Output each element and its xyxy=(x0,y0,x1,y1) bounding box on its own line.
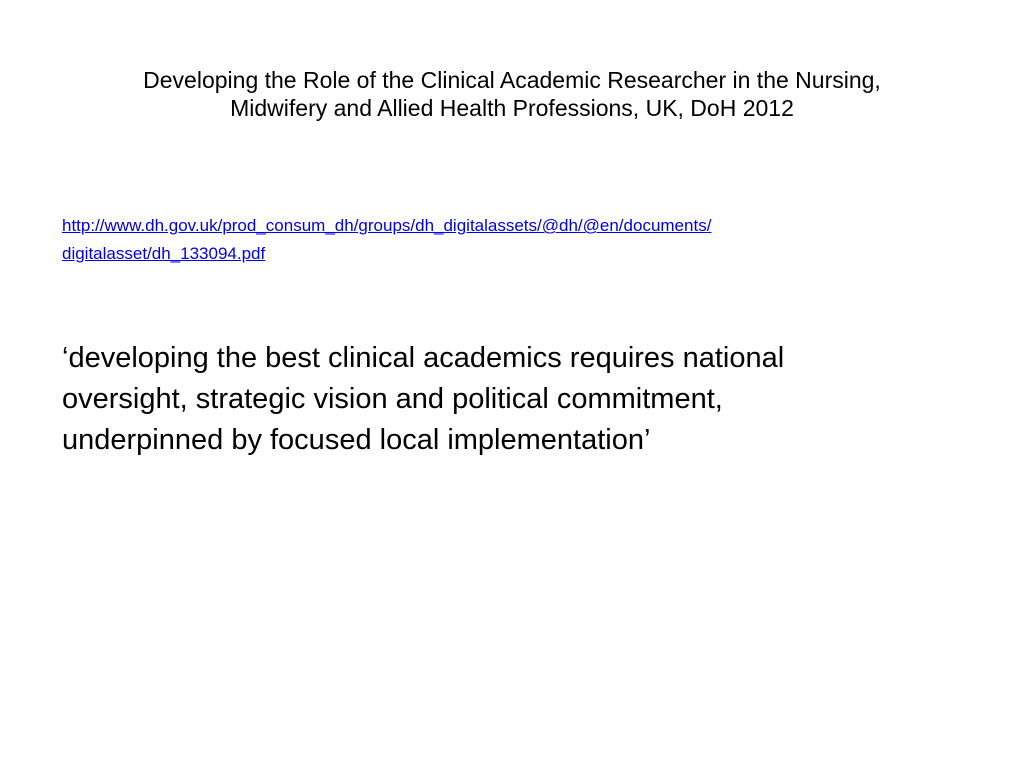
quote-line-3: underpinned by focused local implementation’ xyxy=(62,424,651,456)
title-line-2: Midwifery and Allied Health Professions, UK, DoH 2012 xyxy=(230,95,794,121)
quote-line-1: ‘developing the best clinical academics requires national xyxy=(62,342,785,374)
quote-line-2: oversight, strategic vision and political commitment, xyxy=(62,383,723,415)
document-link-line-2: digitalasset/dh_133094.pdf xyxy=(62,244,266,263)
quote xyxy=(62,338,962,461)
slide-title xyxy=(62,66,962,122)
title-line-1: Developing the Role of the Clinical Academic Researcher in the Nursing, xyxy=(143,67,881,93)
document-link-line-1: http://www.dh.gov.uk/prod_consum_dh/groups/dh_digitalassets/@dh/@en/documents/ xyxy=(62,216,712,235)
document-link[interactable] xyxy=(62,216,711,263)
document-link-block xyxy=(62,212,962,268)
